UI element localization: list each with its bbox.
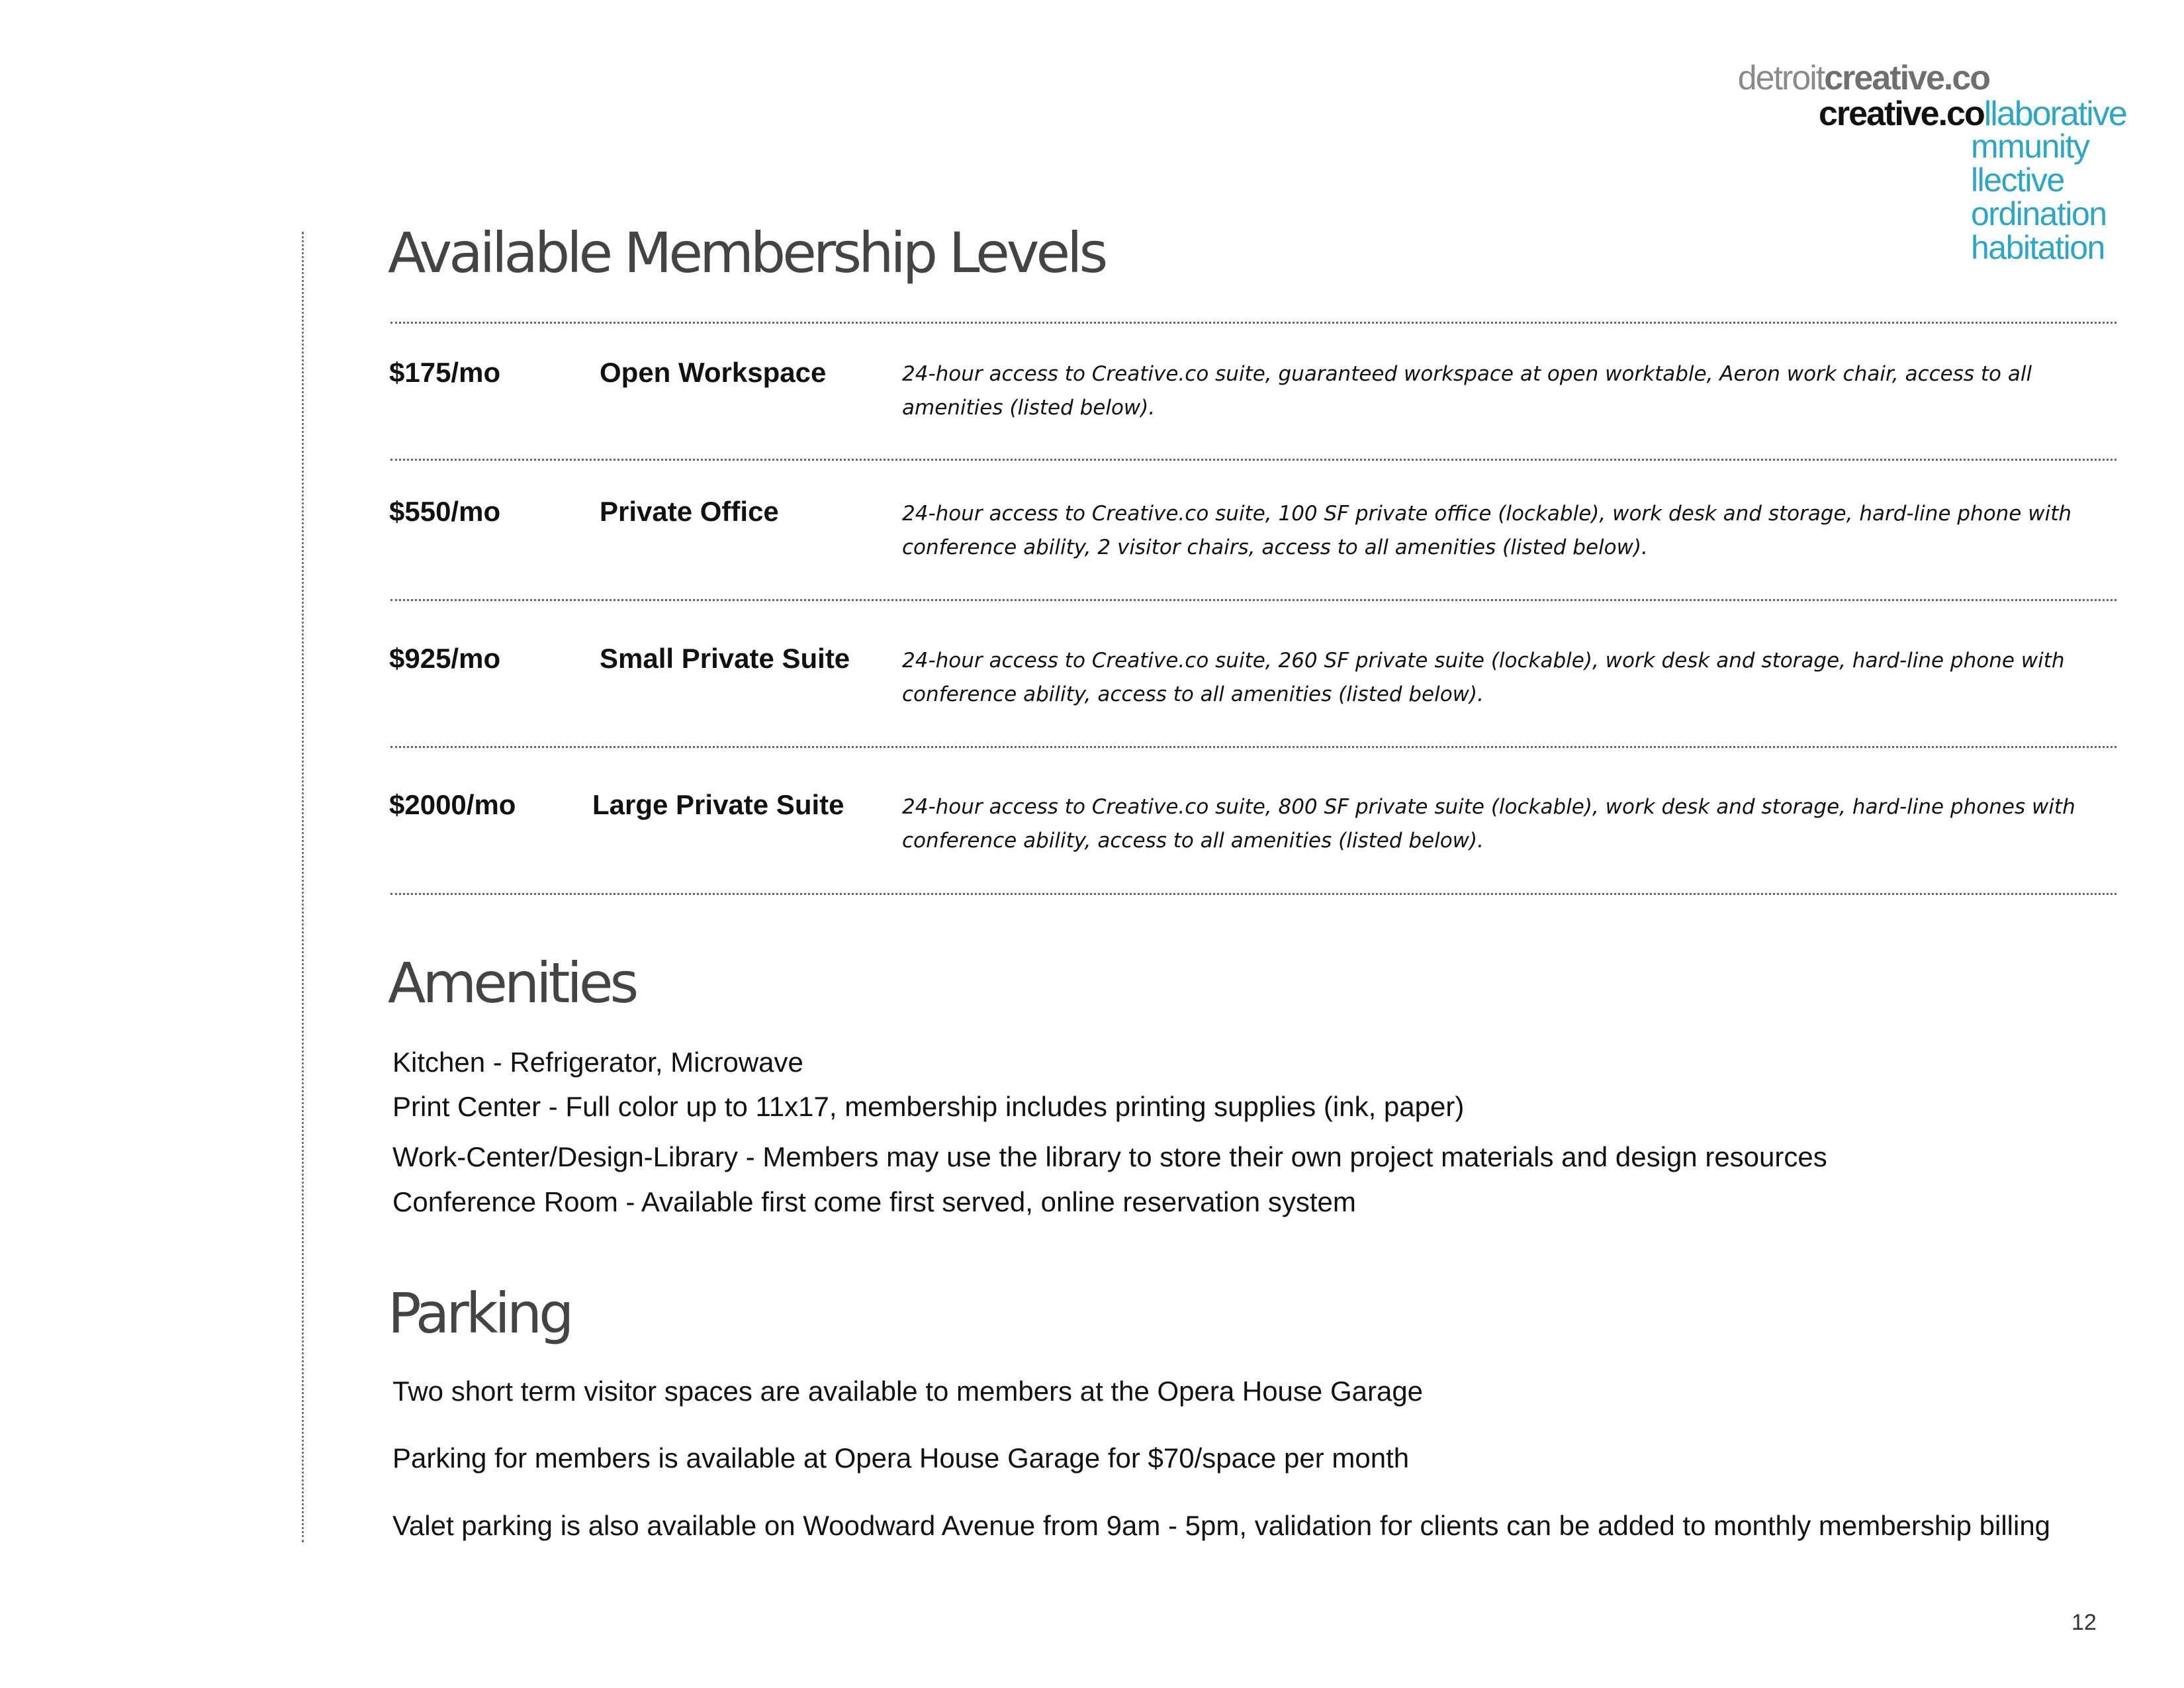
divider [390, 322, 2116, 324]
tier-description: 24-hour access to Creative.co suite, guaranteed workspace at open worktable, Aeron work chair, access to all amenities (listed below). [902, 362, 2032, 420]
tier-price: $550/mo [389, 496, 501, 527]
tier-name: Private Office [600, 496, 779, 527]
membership-title: Available Membership Levels [388, 220, 1105, 285]
logo-suffix: habitation [1971, 229, 2105, 266]
parking-item: Two short term visitor spaces are available to members at the Opera House Garage [392, 1376, 1424, 1407]
divider [390, 746, 2116, 748]
tier-price: $925/mo [389, 643, 501, 674]
amenity-item: Work-Center/Design-Library - Members may use the library to store their own project materials and design resources [392, 1141, 1827, 1172]
parking-title: Parking [388, 1281, 571, 1346]
divider [390, 893, 2116, 895]
parking-item: Parking for members is available at Opera House Garage for $70/space per month [392, 1442, 1410, 1474]
parking-item: Valet parking is also available on Woodward Avenue from 9am - 5pm, validation for clients can be added to monthly membership billing [392, 1510, 2051, 1541]
logo-creative-co-bold: creative.co [1819, 95, 1984, 133]
logo-suffix: llective [1971, 162, 2064, 199]
page-number: 12 [2071, 1610, 2097, 1635]
amenity-item: Print Center - Full color up to 11x17, membership includes printing supplies (ink, paper) [392, 1091, 1465, 1122]
left-margin-rule [302, 232, 304, 1542]
logo-suffix: mmunity [1971, 128, 2089, 165]
divider [390, 599, 2116, 601]
tier-name: Small Private Suite [600, 643, 850, 674]
logo-suffix: ordination [1971, 195, 2107, 232]
creative-co-logo [1721, 61, 2158, 273]
divider [390, 459, 2116, 461]
amenity-item: Conference Room - Available first come first served, online reservation system [392, 1186, 1356, 1217]
logo-wordmark-collaborative [1819, 97, 2126, 131]
tier-description: 24-hour access to Creative.co suite, 800 SF private suite (lockable), work desk and storage, hard-line phones with conference ability, access to all amenities (listed below). [902, 795, 2075, 853]
logo-wordmark-detroit [1738, 61, 1989, 95]
tier-price: $2000/mo [389, 789, 516, 820]
amenities-title: Amenities [388, 951, 636, 1015]
tier-name: Open Workspace [600, 357, 827, 388]
logo-detroit-text: detroit [1737, 59, 1825, 97]
tier-description: 24-hour access to Creative.co suite, 260 SF private suite (lockable), work desk and storage, hard-line phone with conference ability, access to all amenities (listed below). [902, 649, 2065, 706]
tier-description: 24-hour access to Creative.co suite, 100 SF private office (lockable), work desk and storage, hard-line phone with conference ability, 2 visitor chairs, access to all amenities (listed below). [902, 502, 2071, 559]
logo-suffix-llaborative: llaborative [1983, 95, 2126, 133]
logo-suffix-list [1971, 130, 2107, 265]
amenity-item: Kitchen - Refrigerator, Microwave [392, 1047, 803, 1078]
tier-price: $175/mo [389, 357, 501, 388]
logo-creative-co-text: creative.co [1824, 59, 1989, 97]
tier-name: Large Private Suite [592, 789, 844, 820]
